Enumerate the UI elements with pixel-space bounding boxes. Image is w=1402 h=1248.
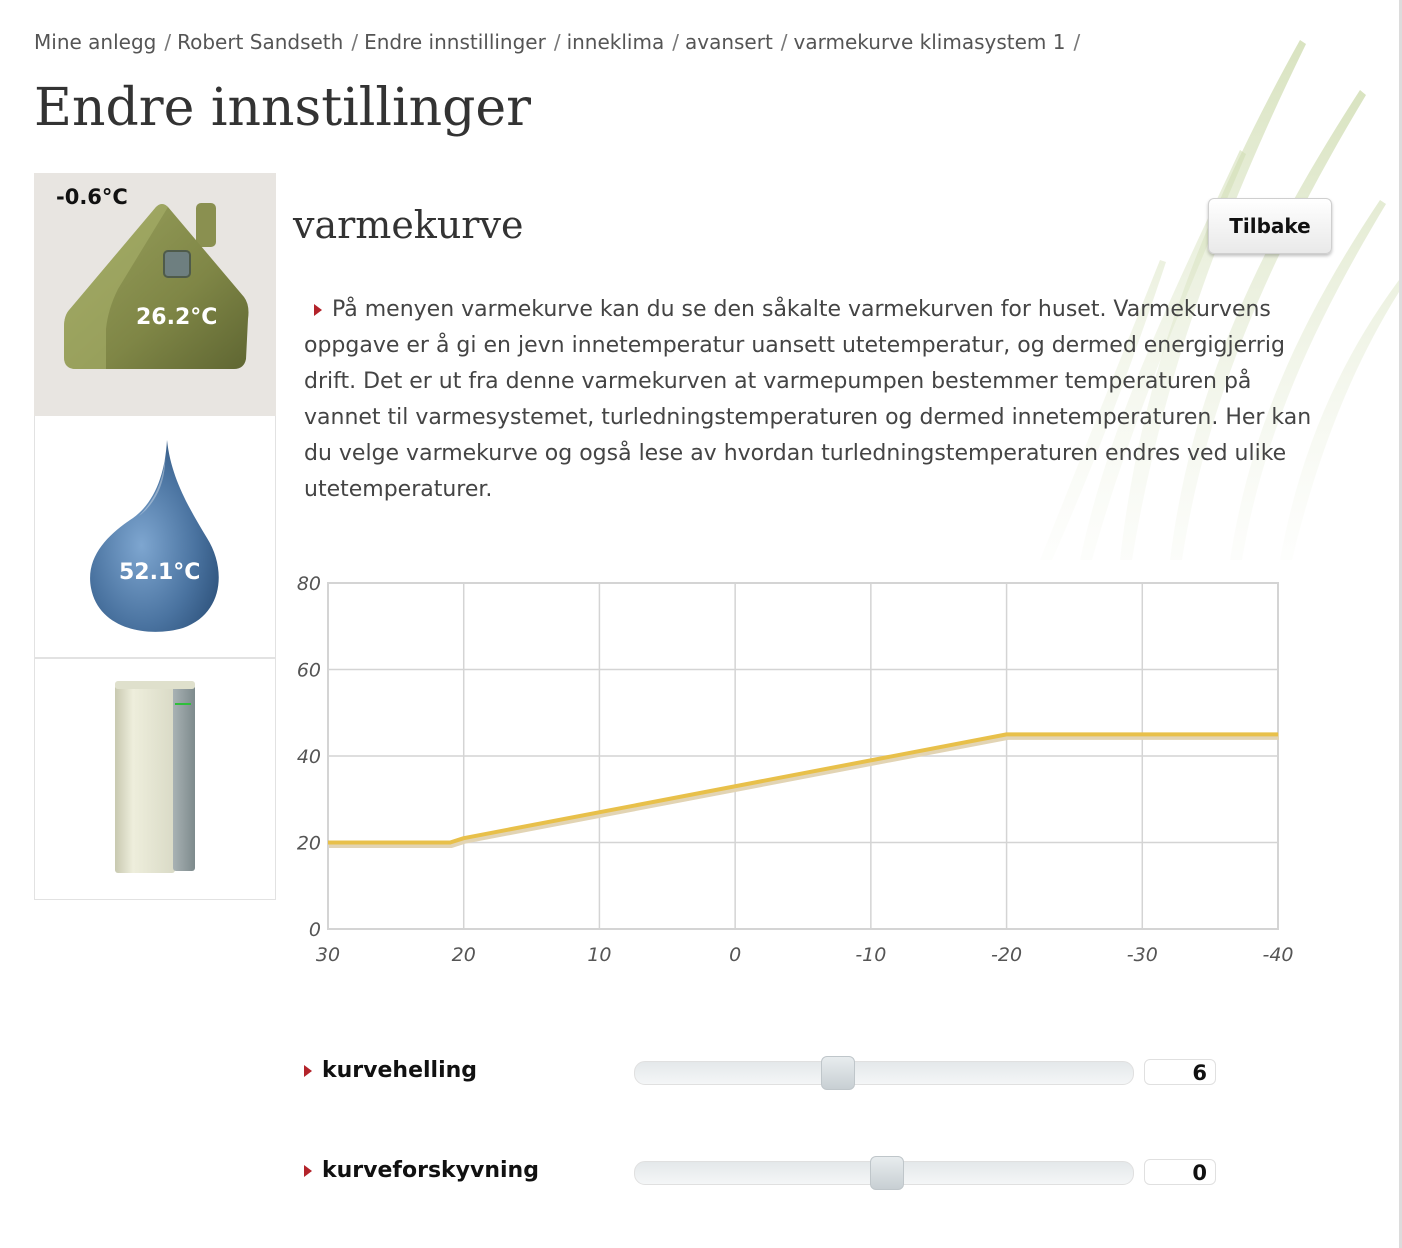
x-tick-label: -40 <box>1262 944 1294 966</box>
hot-water-panel[interactable] <box>34 416 276 658</box>
x-tick-label: 30 <box>315 944 341 966</box>
indoor-temperature: 26.2°C <box>136 305 218 330</box>
y-tick-label: 60 <box>296 659 321 682</box>
hot-water-temperature: 52.1°C <box>119 560 201 585</box>
x-tick-label: 20 <box>451 944 476 966</box>
breadcrumb-separator: / <box>351 30 359 54</box>
breadcrumb-separator: / <box>780 30 788 54</box>
slider-track[interactable] <box>634 1061 1134 1085</box>
section-title: varmekurve <box>293 203 524 247</box>
slider-label-text: kurveforskyvning <box>322 1158 539 1183</box>
slider-value-field[interactable]: 0 <box>1144 1159 1216 1185</box>
slider-value-field[interactable]: 6 <box>1144 1059 1216 1085</box>
arrow-bullet-icon <box>314 304 322 316</box>
outdoor-temperature: -0.6°C <box>56 185 128 209</box>
y-tick-label: 0 <box>308 919 321 941</box>
arrow-bullet-icon <box>304 1065 312 1077</box>
slider-handle[interactable] <box>870 1156 904 1190</box>
breadcrumb-separator: / <box>164 30 172 54</box>
slider-track[interactable] <box>634 1161 1134 1185</box>
x-tick-label: -10 <box>855 944 887 966</box>
x-tick-label: -30 <box>1126 944 1158 966</box>
heat-pump-unit-icon <box>111 679 201 879</box>
breadcrumb-item[interactable]: Mine anlegg <box>34 30 157 54</box>
y-tick-label: 20 <box>296 832 321 855</box>
breadcrumb-separator: / <box>553 30 561 54</box>
slider-label-text: kurvehelling <box>322 1058 478 1083</box>
description-text: På menyen varmekurve kan du se den såkalte varmekurven for huset. Varmekurvens oppgave er å gi en jevn innetemperatur uansett utetemperatur, og dermed energigjerrig drift. Det er ut fra denne varmekurven at varmepumpen bestemmer temperaturen på vannet til varmesystemet, turledningstemperaturen og dermed innetemperaturen. Her kan du velge varmekurve og også lese av hvordan turledningstemperaturen endres ved ulike utetemperaturer. <box>304 297 1312 502</box>
breadcrumb-separator: / <box>1073 30 1081 54</box>
page-title: Endre innstillinger <box>34 78 532 138</box>
breadcrumb-item[interactable]: avansert <box>684 30 773 54</box>
water-drop-icon <box>89 438 225 634</box>
description <box>304 292 1334 508</box>
y-tick-label: 80 <box>296 573 321 595</box>
indoor-climate-panel[interactable] <box>34 173 276 416</box>
slider-label <box>304 1058 477 1083</box>
breadcrumb-item[interactable]: Endre innstillinger <box>364 30 546 54</box>
breadcrumb-item[interactable]: Robert Sandseth <box>177 30 344 54</box>
breadcrumb-item[interactable]: inneklima <box>566 30 665 54</box>
x-tick-label: 0 <box>729 944 742 966</box>
slider-label <box>304 1158 539 1183</box>
house-icon <box>58 199 254 379</box>
x-tick-label: -20 <box>991 944 1023 966</box>
slider-handle[interactable] <box>821 1056 855 1090</box>
back-button[interactable]: Tilbake <box>1208 198 1332 254</box>
heat-pump-panel[interactable] <box>34 658 276 900</box>
breadcrumb-item[interactable]: varmekurve klimasystem 1 <box>793 30 1066 54</box>
breadcrumb-separator: / <box>672 30 679 54</box>
y-tick-label: 40 <box>296 746 321 768</box>
x-tick-label: 10 <box>587 944 612 966</box>
breadcrumb <box>34 30 1086 54</box>
heating-curve-chart <box>290 570 1300 970</box>
arrow-bullet-icon <box>304 1165 312 1177</box>
